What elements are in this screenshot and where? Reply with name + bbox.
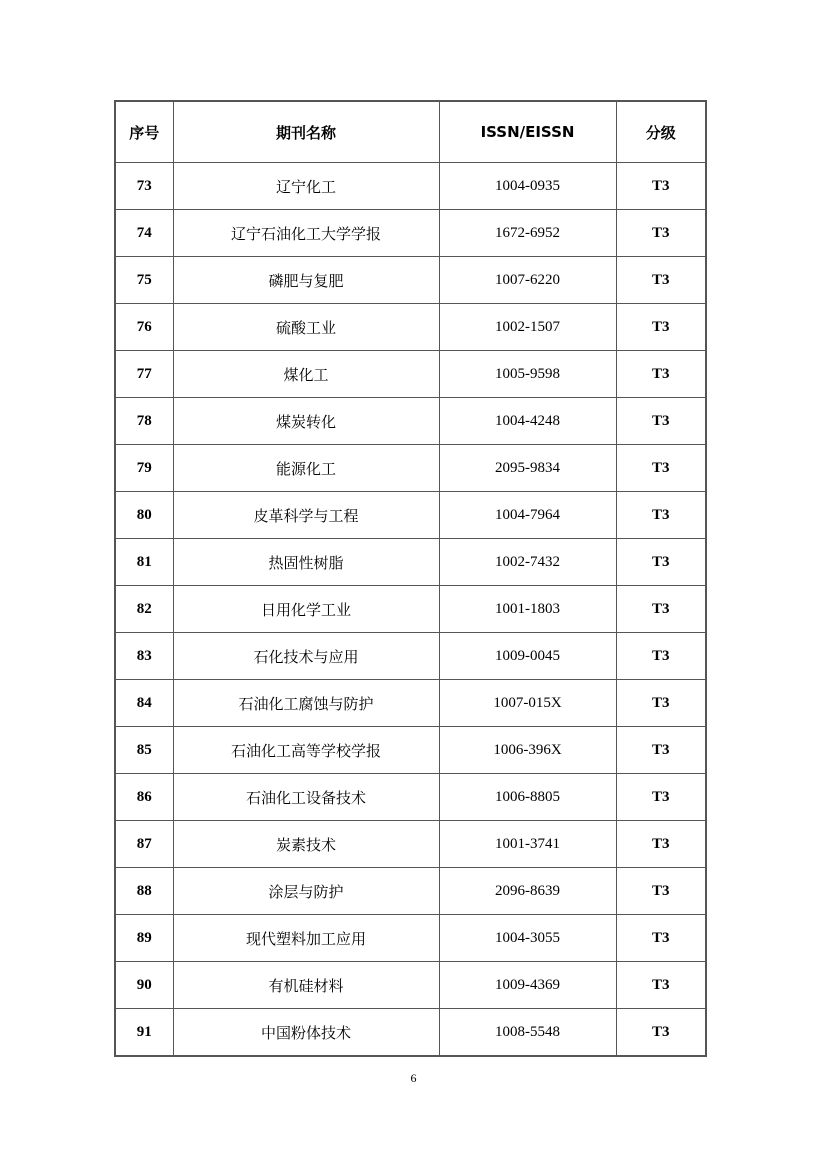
table-row — [115, 821, 706, 868]
table-row — [115, 257, 706, 304]
table-row — [115, 1009, 706, 1057]
table-row — [115, 962, 706, 1009]
table-row — [115, 915, 706, 962]
table-row — [115, 163, 706, 210]
row-grade: T3 — [616, 915, 706, 962]
row-seq: 82 — [115, 586, 173, 633]
row-seq: 87 — [115, 821, 173, 868]
header-seq: 序号 — [115, 101, 173, 163]
row-seq: 75 — [115, 257, 173, 304]
row-issn: 1006-8805 — [439, 774, 616, 821]
row-grade: T3 — [616, 539, 706, 586]
row-grade: T3 — [616, 774, 706, 821]
row-grade: T3 — [616, 586, 706, 633]
table-row — [115, 774, 706, 821]
row-grade: T3 — [616, 727, 706, 774]
row-seq: 73 — [115, 163, 173, 210]
table-row — [115, 586, 706, 633]
row-grade: T3 — [616, 398, 706, 445]
table-row — [115, 492, 706, 539]
row-grade: T3 — [616, 304, 706, 351]
row-issn: 1009-0045 — [439, 633, 616, 680]
row-grade: T3 — [616, 821, 706, 868]
row-issn: 1007-6220 — [439, 257, 616, 304]
header-journal-name: 期刊名称 — [173, 101, 439, 163]
table-row — [115, 680, 706, 727]
row-journal-name: 石油化工高等学校学报 — [173, 727, 439, 774]
row-issn: 1002-1507 — [439, 304, 616, 351]
row-journal-name: 有机硅材料 — [173, 962, 439, 1009]
row-journal-name: 石油化工腐蚀与防护 — [173, 680, 439, 727]
row-grade: T3 — [616, 445, 706, 492]
journal-table — [114, 100, 707, 1057]
row-journal-name: 磷肥与复肥 — [173, 257, 439, 304]
row-issn: 1004-4248 — [439, 398, 616, 445]
row-issn: 1001-1803 — [439, 586, 616, 633]
row-seq: 84 — [115, 680, 173, 727]
row-seq: 80 — [115, 492, 173, 539]
header-row — [115, 101, 706, 163]
row-seq: 90 — [115, 962, 173, 1009]
row-issn: 1672-6952 — [439, 210, 616, 257]
row-journal-name: 硫酸工业 — [173, 304, 439, 351]
row-grade: T3 — [616, 257, 706, 304]
row-journal-name: 辽宁化工 — [173, 163, 439, 210]
row-seq: 76 — [115, 304, 173, 351]
row-grade: T3 — [616, 351, 706, 398]
row-issn: 1008-5548 — [439, 1009, 616, 1057]
row-issn: 2095-9834 — [439, 445, 616, 492]
row-journal-name: 日用化学工业 — [173, 586, 439, 633]
row-grade: T3 — [616, 210, 706, 257]
row-grade: T3 — [616, 633, 706, 680]
row-journal-name: 石化技术与应用 — [173, 633, 439, 680]
header-grade: 分级 — [616, 101, 706, 163]
row-issn: 1004-3055 — [439, 915, 616, 962]
table-row — [115, 351, 706, 398]
row-grade: T3 — [616, 163, 706, 210]
row-journal-name: 中国粉体技术 — [173, 1009, 439, 1057]
row-journal-name: 现代塑料加工应用 — [173, 915, 439, 962]
row-seq: 86 — [115, 774, 173, 821]
row-issn: 1002-7432 — [439, 539, 616, 586]
row-seq: 79 — [115, 445, 173, 492]
row-journal-name: 辽宁石油化工大学学报 — [173, 210, 439, 257]
row-journal-name: 煤炭转化 — [173, 398, 439, 445]
row-seq: 74 — [115, 210, 173, 257]
row-journal-name: 煤化工 — [173, 351, 439, 398]
table-row — [115, 633, 706, 680]
row-seq: 78 — [115, 398, 173, 445]
row-issn: 1006-396X — [439, 727, 616, 774]
table-row — [115, 304, 706, 351]
table-header — [115, 101, 706, 163]
row-journal-name: 能源化工 — [173, 445, 439, 492]
page-number: 6 — [410, 1071, 417, 1085]
row-journal-name: 皮革科学与工程 — [173, 492, 439, 539]
row-journal-name: 热固性树脂 — [173, 539, 439, 586]
row-seq: 91 — [115, 1009, 173, 1057]
row-seq: 81 — [115, 539, 173, 586]
table-row — [115, 445, 706, 492]
table-row — [115, 210, 706, 257]
table-row — [115, 398, 706, 445]
row-issn: 1004-7964 — [439, 492, 616, 539]
row-seq: 77 — [115, 351, 173, 398]
row-issn: 1004-0935 — [439, 163, 616, 210]
table-row — [115, 539, 706, 586]
row-grade: T3 — [616, 962, 706, 1009]
row-journal-name: 涂层与防护 — [173, 868, 439, 915]
table-row — [115, 727, 706, 774]
row-seq: 83 — [115, 633, 173, 680]
row-journal-name: 石油化工设备技术 — [173, 774, 439, 821]
table-body — [115, 163, 706, 1057]
row-issn: 1009-4369 — [439, 962, 616, 1009]
row-grade: T3 — [616, 680, 706, 727]
row-grade: T3 — [616, 492, 706, 539]
header-issn: ISSN/EISSN — [439, 101, 616, 163]
row-seq: 88 — [115, 868, 173, 915]
row-grade: T3 — [616, 1009, 706, 1057]
table-row — [115, 868, 706, 915]
row-journal-name: 炭素技术 — [173, 821, 439, 868]
row-seq: 89 — [115, 915, 173, 962]
row-issn: 2096-8639 — [439, 868, 616, 915]
row-issn: 1005-9598 — [439, 351, 616, 398]
row-grade: T3 — [616, 868, 706, 915]
row-seq: 85 — [115, 727, 173, 774]
row-issn: 1007-015X — [439, 680, 616, 727]
row-issn: 1001-3741 — [439, 821, 616, 868]
